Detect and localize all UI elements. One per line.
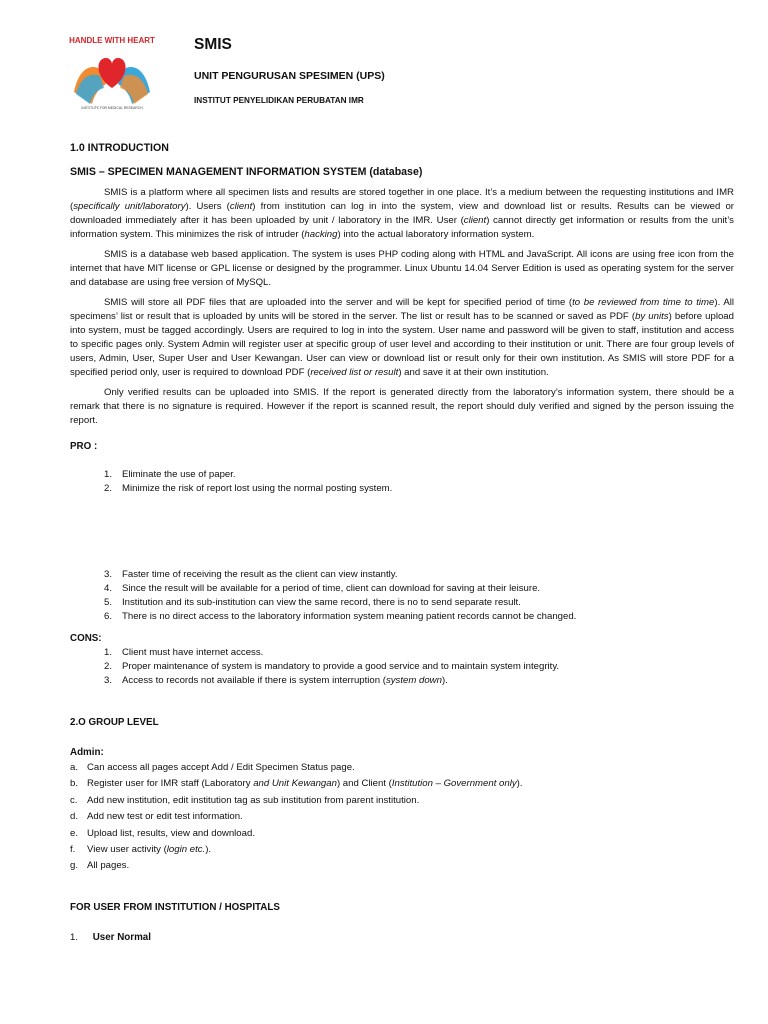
list-item-number: 4. [104,583,113,594]
italic-text: Institution – Government only [391,778,517,790]
pro-label: PRO : [70,441,98,452]
intro-paragraph-3: SMIS will store all PDF files that are uploaded into the server and will be kept for specified period of time (to be reviewed from time to time). All specimens’ list or result that is uploaded by units will be stored in the server. The list or result has to be scanned or saved as PDF (by units) before upload into system, must be tagged accordingly. Users are required to log in into the system. User name and password will be given to staff, institution and access to specific pages only. System Admin will register user at specific group of user level and according to their institution or unit. There are four group levels of users, Admin, User, Super User and User Kewangan. User can view or download list or result only for their own institution. As SMIS will store PDF for a specified period only, user is required to download PDF (received list or result) and save it at their own institution. [70,297,734,378]
for-user-heading: FOR USER FROM INSTITUTION / HOSPITALS [70,901,280,913]
truncated-item-label: User Normal [92,931,151,943]
list-item: 1. Client must have internet access. [104,647,264,658]
italic-text: client [463,215,487,226]
list-item: 4. Since the result will be available for a period of time, client can download for saving at their leisure. [104,583,541,594]
italic-text: system down [385,675,442,686]
list-item-number: 2. [104,483,113,494]
italic-text: hacking [304,229,338,240]
list-item: g. All pages. [70,858,734,874]
document-body [70,140,734,943]
list-item-marker: 2. [104,661,113,672]
italic-text: specifically unit/laboratory [73,201,186,212]
institute-name: INSTITUT PENYELIDIKAN PERUBATAN IMR [194,96,364,105]
italic-text: to be reviewed from time to time [572,297,715,308]
document-title: SMIS [194,36,232,53]
list-item-number: 3. [104,569,113,580]
list-item: 3. Access to records not available if there is system interruption (system down). [104,675,448,686]
list-item-marker: 3. [104,675,113,686]
list-item-marker: c. [70,794,78,806]
list-item-marker: e. [70,827,79,839]
list-item: d. Add new test or edit test information. [70,809,734,825]
cons-list [70,646,734,688]
truncated-list-item [70,931,734,943]
list-item-marker: 1. [104,647,113,658]
admin-label: Admin: [70,747,104,758]
intro-paragraph-2: SMIS is a database web based application. The system is uses PHP coding along with HTML and JavaScript. All icons are using free icon from the internet that have MIT license or GPL license or designed by the programmer. Linux Ubuntu 14.04 Server Edition is used as operating system for the server and database are using free version of MySQL. [70,249,734,288]
list-item: f. View user activity (login etc.). [70,842,734,858]
admin-list [70,760,734,875]
italic-text: by units [635,311,669,322]
list-item: b. Register user for IMR staff (Laboratory and Unit Kewangan) and Client (Institution – Government only). [70,776,734,792]
group-level-heading: 2.O GROUP LEVEL [70,717,159,728]
list-item-number: 5. [104,597,113,608]
list-item: e. Upload list, results, view and download. [70,826,734,842]
list-item-number: 1. [104,469,113,480]
cons-label: CONS: [70,633,102,644]
italic-text: and Unit Kewangan [253,778,337,790]
list-item-marker: a. [70,762,79,773]
logo-title-text: HANDLE WITH HEART [69,36,155,45]
list-item-marker: g. [70,860,79,872]
list-item-number: 6. [104,611,113,622]
list-item: 6. There is no direct access to the laboratory information system meaning patient records cannot be changed. [104,611,577,622]
pro-list-a [70,468,734,496]
italic-text: client [229,201,253,212]
intro-paragraph-1: SMIS is a platform where all specimen lists and results are stored together in one place. It’s a medium between the requesting institutions and IMR (specifically unit/laboratory). Users (client) from institution can log in into the system, view and download list or results. Results can be viewed or downloaded immediately after it has been uploaded by unit / laboratory in the IMR. User (client) cannot directly get information or results from the unit’s information system. This minimizes the risk of intruder (hacking) into the actual laboratory information system. [70,187,734,240]
italic-text: received list or result [310,367,399,378]
intro-subheading: SMIS – SPECIMEN MANAGEMENT INFORMATION SYSTEM (database) [70,166,423,178]
handle-with-heart-logo [70,32,154,112]
italic-text: login etc. [166,844,206,856]
pro-list-b [70,568,734,624]
list-item-marker: d. [70,811,79,823]
list-item: a. Can access all pages accept Add / Edit Specimen Status page. [70,760,734,776]
list-item: 2. Minimize the risk of report lost using the normal posting system. [104,483,393,494]
list-item: 5. Institution and its sub-institution can view the same record, there is no to send separate result. [104,597,521,608]
list-item-marker: f. [70,844,76,856]
logo-caption-text: INSTITUTE FOR MEDICAL RESEARCH [81,106,143,110]
list-item-marker: b. [70,778,79,790]
intro-heading: 1.0 INTRODUCTION [70,142,169,154]
list-item: 2. Proper maintenance of system is mandatory to provide a good service and to maintain system integrity. [104,661,560,672]
intro-paragraph-4: Only verified results can be uploaded into SMIS. If the report is generated directly from the laboratory’s information system, there should be a remark that there is no signature is required. However if the report is scanned result, the report should duly verified and signed by the person issuing the report. [70,387,734,426]
list-item: 1. Eliminate the use of paper. [104,469,236,480]
list-item: 3. Faster time of receiving the result as the client can view instantly. [104,569,398,580]
truncated-item-number: 1. [70,931,79,943]
unit-name: UNIT PENGURUSAN SPESIMEN (UPS) [194,70,385,82]
list-item: c. Add new institution, edit institution tag as sub institution from parent institution. [70,793,734,809]
